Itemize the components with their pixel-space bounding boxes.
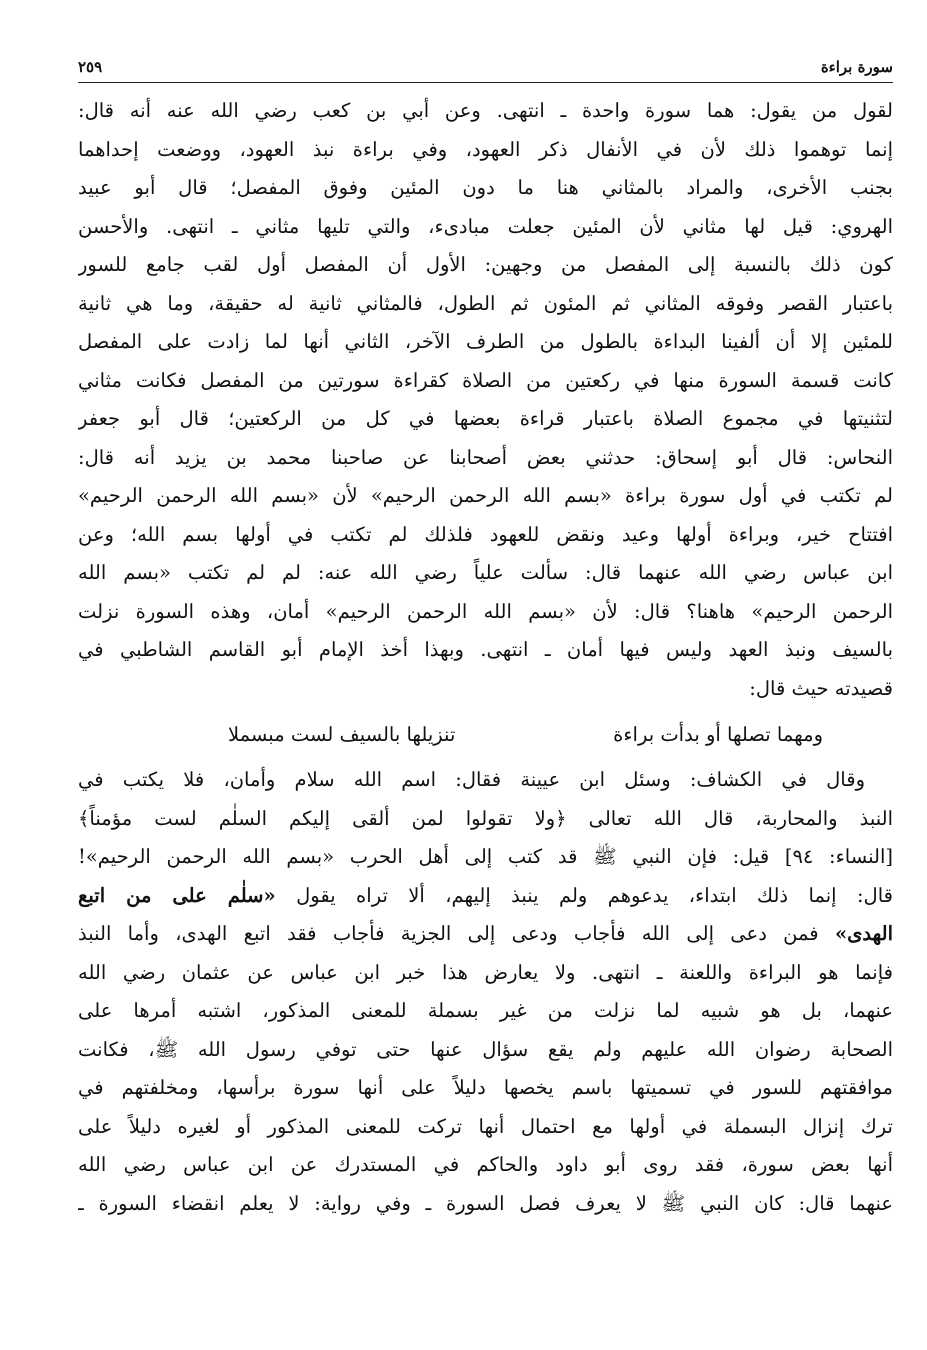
text-line: [78, 593, 893, 632]
text-line: [78, 439, 893, 478]
text-segment: للمئين إلا أن ألفينا البداءة بالطول من الطرف الآخر، الثاني أنها لما زادت على المفصل: [78, 330, 893, 353]
text-line: [78, 92, 893, 131]
text-segment: قصيدته حيث قال:: [749, 676, 893, 700]
text-line: [78, 208, 893, 247]
text-segment: لتثنيتها في مجموع الصلاة باعتبار قراءة بعضها في كل من الركعتين؛ قال أبو جعفر: [78, 407, 893, 430]
page-number: ٢٥٩: [78, 58, 103, 76]
text-segment: وقال في الكشاف: وسئل ابن عيينة فقال: اسم الله سلام وأمان، فلا يكتب في: [78, 768, 865, 791]
text-line: [78, 954, 893, 993]
text-segment: فمن دعى إلى الله فأجاب ودعى إلى الجزية فأجاب فقد اتبع الهدى، وأما النبذ: [78, 922, 835, 945]
text-line: [78, 323, 893, 362]
bold-quote: «سلٰم على من اتبع: [78, 883, 276, 907]
text-line: [78, 477, 893, 516]
text-line: [78, 169, 893, 208]
text-segment: النحاس: قال أبو إسحاق: حدثني بعض أصحابنا عن صاحبنا محمد بن يزيد أنه قال:: [78, 445, 893, 469]
chapter-title: سورة براءة: [820, 58, 893, 76]
text-segment: النبذ والمحاربة، قال الله تعالى ﴿ولا تقولوا لمن ألقى إليكم السلٰم لست مؤمناً﴾: [78, 806, 893, 830]
text-line: [78, 877, 893, 916]
text-segment: الصحابة رضوان الله عليهم ولم يقع سؤال عنها حتى توفي رسول الله ﷺ، فكانت: [78, 1037, 893, 1061]
text-segment: بجنب الأخرى، والمراد بالمثاني هنا ما دون المئين وفوق المفصل؛ قال أبو عبيد: [78, 176, 893, 199]
verse-first-hemistich: ومهما تصلها أو بدأت براءة: [613, 723, 823, 746]
text-segment: لم تكتب في أول سورة براءة «بسم الله الرحمن الرحيم» لأن «بسم الله الرحمن الرحيم»: [78, 484, 893, 507]
text-line: [78, 285, 893, 324]
text-segment: عنهما، بل هو شبيه لما نزلت من غير بسملة للمعنى المذكور، اشتبه أمرها على: [78, 999, 893, 1022]
text-line: [78, 362, 893, 401]
text-segment: إنما توهموا ذلك لأن في الأنفال ذكر العهود، وفي براءة نبذ العهود، ووضعت إحداهما: [78, 137, 893, 161]
text-line: [78, 1185, 893, 1224]
text-line: [78, 800, 893, 839]
text-segment: كون ذلك بالنسبة إلى المفصل من وجهين: الأول أن المفصل أول لقب جامع للسور: [78, 253, 893, 276]
page-body: [78, 92, 893, 1223]
text-line: [78, 761, 893, 800]
text-segment: ابن عباس رضي الله عنهما قال: سألت علياً رضي الله عنه: لم لم تكتب «بسم الله: [78, 561, 893, 584]
text-line: [78, 1146, 893, 1185]
text-segment: [النساء: ٩٤] قيل: فإن النبي ﷺ قد كتب إلى أهل الحرب «بسم الله الرحمن الرحيم»!: [78, 845, 893, 868]
text-segment: فإنما هو البراءة واللعنة ـ انتهى. ولا يعارض هذا خبر ابن عباس عن عثمان رضي الله: [78, 960, 893, 984]
text-segment: باعتبار القصر وفوقه المثاني ثم المئون ثم الطول، فالمثاني ثانية له حقيقة، وما هي ثانية: [78, 291, 893, 315]
paragraph-1: [78, 92, 893, 708]
text-line: [78, 400, 893, 439]
verse-second-hemistich: تنزيلها بالسيف لست مبسملا: [228, 723, 456, 746]
text-line: [78, 1108, 893, 1147]
text-segment: كانت قسمة السورة منها في ركعتين من الصلاة كقراءة سورتين من المفصل فكانت مثاني: [78, 368, 893, 392]
paragraph-2: [78, 761, 893, 1223]
text-segment: لقول من يقول: هما سورة واحدة ـ انتهى. وعن أبي بن كعب رضي الله عنه أنه قال:: [78, 99, 893, 122]
text-segment: ترك إنزال البسملة في أولها مع احتمال أنها تركت للمعنى المذكور أو لغيره دليلاً على: [78, 1114, 893, 1138]
text-line: [78, 631, 893, 670]
text-segment: الهروي: قيل لها مثاني لأن المئين جعلت مبادىء، والتي تليها مثاني ـ انتهى. والأحسن: [78, 214, 893, 238]
text-line: [78, 915, 893, 954]
text-line: [78, 838, 893, 877]
header-rule: [78, 82, 893, 83]
text-segment: موافقتهم للسور في تسميتها باسم يخصها دليلاً على أنها سورة برأسها، ومخلفتهم في: [78, 1076, 893, 1099]
text-line: [78, 992, 893, 1031]
text-segment: عنهما قال: كان النبي ﷺ لا يعرف فصل السورة ـ وفي رواية: لا يعلم انقضاء السورة ـ: [78, 1191, 893, 1215]
text-line: [78, 554, 893, 593]
running-header: [78, 58, 893, 80]
text-line: [78, 246, 893, 285]
text-segment: الرحمن الرحيم» هاهنا؟ قال: لأن «بسم الله الرحمن الرحيم» أمان، وهذه السورة نزلت: [78, 599, 893, 623]
text-line: [78, 131, 893, 170]
text-line: [78, 1031, 893, 1070]
text-segment: أنها بعض سورة، فقد روى أبو داود والحاكم في المستدرك عن ابن عباس رضي الله: [78, 1153, 893, 1176]
poem-verse: [78, 708, 893, 761]
text-line: [78, 1069, 893, 1108]
text-segment: افتتاح خير، وبراءة أولها وعيد ونقض للعهود فلذلك لم تكتب في أولها بسم الله؛ وعن: [78, 522, 893, 546]
text-line: [78, 516, 893, 555]
text-segment: قال: إنما ذلك ابتداء، يدعوهم ولم ينبذ إليهم، ألا تراه يقول: [275, 883, 893, 907]
bold-quote: الهدى»: [834, 922, 893, 945]
text-line: [78, 670, 893, 709]
text-segment: بالسيف ونبذ العهد وليس فيها أمان ـ انتهى. وبهذا أخذ الإمام أبو القاسم الشاطبي في: [78, 638, 893, 661]
